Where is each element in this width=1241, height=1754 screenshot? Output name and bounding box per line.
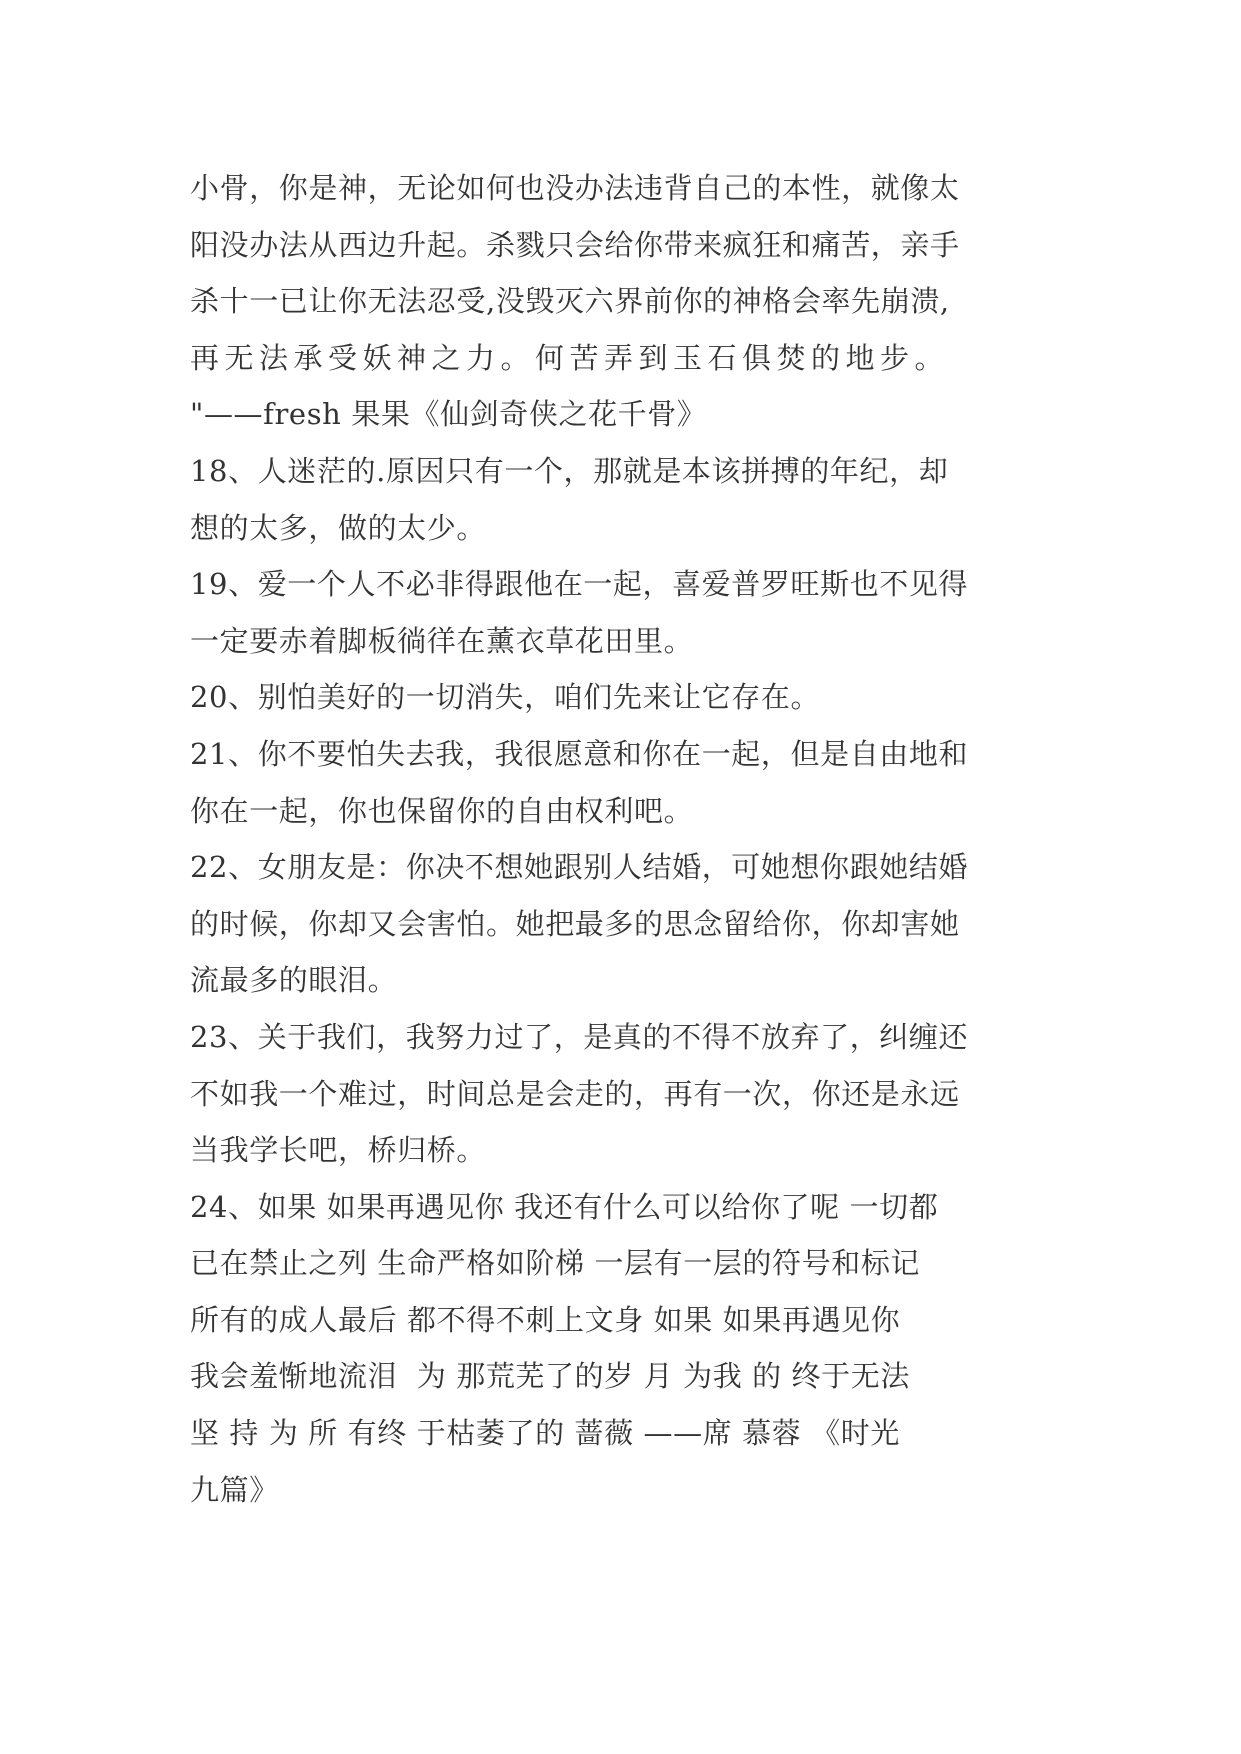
text-line: 你在一起，你也保留你的自由权利吧。 [190,793,694,828]
text-line: 坚 持 为 所 有终 于枯萎了的 蔷薇 ——席 慕蓉 《时光 [190,1416,900,1451]
text-line: 九篇》 [190,1472,279,1507]
text-line: "——fresh 果果《仙剑奇侠之花千骨》 [190,397,707,432]
text-line: 20、别怕美好的一切消失，咱们先来让它存在。 [190,680,821,715]
text-line: 21、你不要怕失去我，我很愿意和你在一起，但是自由地和 [190,736,969,771]
text-line: 22、女朋友是：你决不想她跟别人结婚，可她想你跟她结婚 [190,850,969,885]
text-line: 一定要赤着脚板徜徉在薰衣草花田里。 [190,623,694,658]
text-line: 不如我一个难过，时间总是会走的，再有一次，你还是永远 [190,1076,960,1111]
text-line: 19、爱一个人不必非得跟他在一起，喜爱普罗旺斯也不见得 [190,567,969,602]
text-line: 流最多的眼泪。 [190,963,398,998]
text-line: 阳没办法从西边升起。杀戮只会给你带来疯狂和痛苦，亲手 [190,227,960,262]
text-line: 18、人迷茫的.原因只有一个，那就是本该拼搏的年纪，却 [190,453,949,488]
text-line: 想的太多，做的太少。 [190,510,487,545]
text-line: 我会羞惭地流泪 为 那荒芜了的岁 月 为我 的 终于无法 [190,1359,910,1394]
text-line: 再无法承受妖神之力。何苦弄到玉石俱焚的地步。 [190,340,950,375]
text-line: 24、如果 如果再遇见你 我还有什么可以给你了呢 一切都 [190,1189,939,1224]
document-body [190,160,1090,1518]
text-line: 23、关于我们，我努力过了，是真的不得不放弃了，纠缠还 [190,1019,969,1054]
text-line: 的时候，你却又会害怕。她把最多的思念留给你，你却害她 [190,906,960,941]
text-line: 已在禁止之列 生命严格如阶梯 一层有一层的符号和标记 [190,1246,921,1281]
text-line: 当我学长吧，桥归桥。 [190,1133,487,1168]
text-line: 所有的成人最后 都不得不刺上文身 如果 如果再遇见你 [190,1302,901,1337]
text-line: 杀十一已让你无法忍受,没毁灭六界前你的神格会率先崩溃, [190,284,950,319]
text-line: 小骨，你是神，无论如何也没办法违背自己的本性，就像太 [190,171,960,205]
